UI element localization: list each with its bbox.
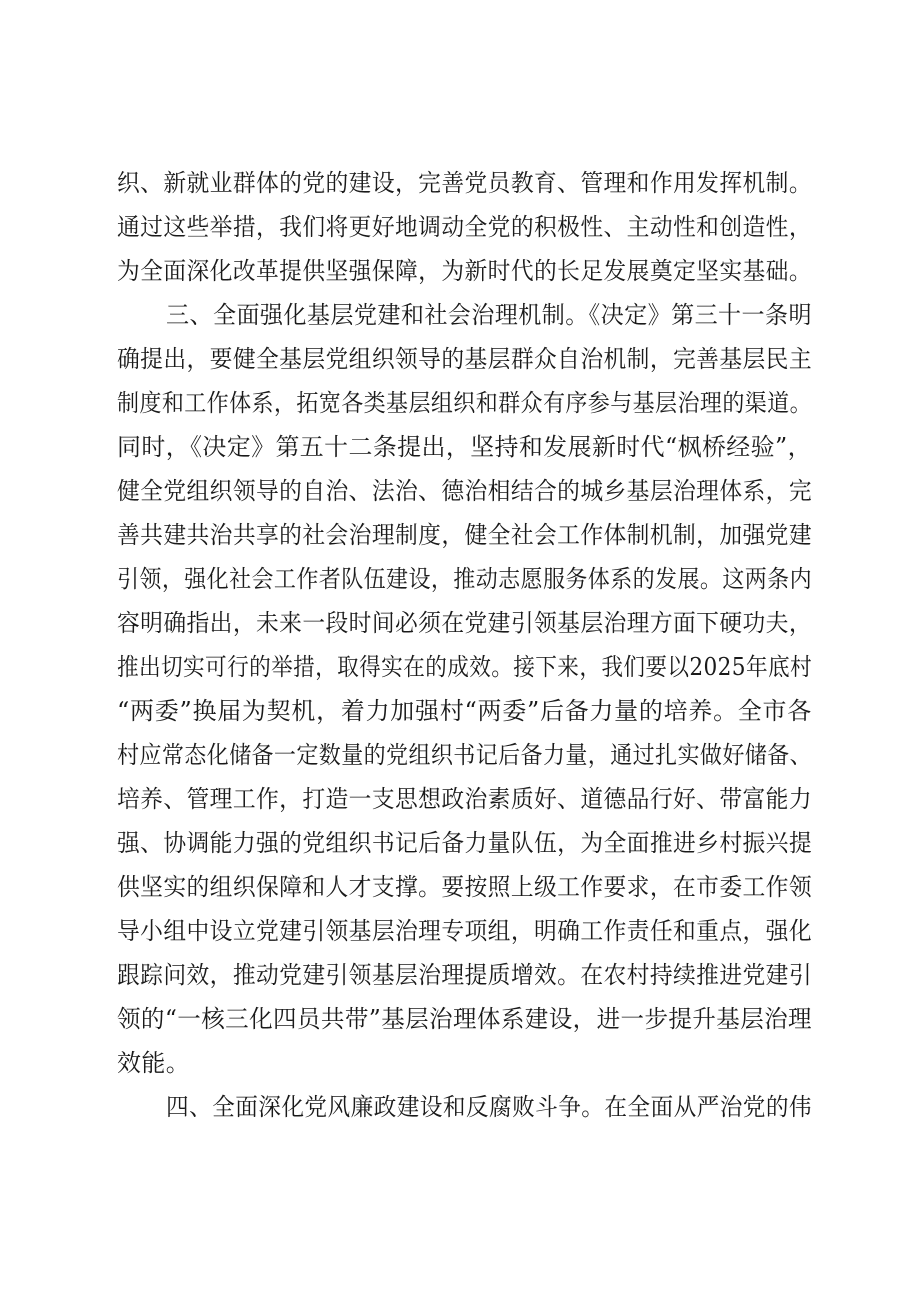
text-line-3: 为全面深化改革提供坚强保障，为新时代的长足发展奠定坚实基础。 bbox=[117, 257, 812, 285]
text-line-17: 供坚实的组织保障和人才支撑。要按照上级工作要求，在市委工作领 bbox=[117, 873, 812, 901]
text-line-6: 制度和工作体系，拓宽各类基层组织和群众有序参与基层治理的渠道。 bbox=[117, 389, 812, 417]
text-line-21: 效能。 bbox=[117, 1049, 191, 1077]
text-line-4: 三、全面强化基层党建和社会治理机制。《决定》第三十一条明 bbox=[166, 301, 812, 329]
text-line-19: 跟踪问效，推动党建引领基层治理提质增效。在农村持续推进党建引 bbox=[117, 961, 812, 989]
text-line-16: 强、协调能力强的党组织书记后备力量队伍，为全面推进乡村振兴提 bbox=[117, 829, 812, 857]
text-line-9: 善共建共治共享的社会治理制度，健全社会工作体制机制，加强党建 bbox=[117, 521, 812, 549]
text-line-14: 村应常态化储备一定数量的党组织书记后备力量，通过扎实做好储备、 bbox=[117, 741, 812, 769]
text-line-15: 培养、管理工作，打造一支思想政治素质好、道德品行好、带富能力 bbox=[117, 785, 812, 813]
text-line-1: 织、新就业群体的党的建设，完善党员教育、管理和作用发挥机制。 bbox=[117, 169, 812, 197]
text-line-7: 同时，《决定》第五十二条提出，坚持和发展新时代“枫桥经验”， bbox=[117, 433, 812, 461]
text-line-18: 导小组中设立党建引领基层治理专项组，明确工作责任和重点，强化 bbox=[117, 917, 812, 945]
text-line-11: 容明确指出，未来一段时间必须在党建引领基层治理方面下硬功夫， bbox=[117, 609, 812, 637]
text-line-5: 确提出，要健全基层党组织领导的基层群众自治机制，完善基层民主 bbox=[117, 345, 812, 373]
text-line-8: 健全党组织领导的自治、法治、德治相结合的城乡基层治理体系，完 bbox=[117, 477, 812, 505]
text-line-22: 四、全面深化党风廉政建设和反腐败斗争。在全面从严治党的伟 bbox=[166, 1093, 812, 1121]
text-line-13: “两委”换届为契机，着力加强村“两委”后备力量的培养。全市各 bbox=[117, 697, 812, 725]
text-line-12: 推出切实可行的举措，取得实在的成效。接下来，我们要以2025年底村 bbox=[117, 653, 812, 681]
text-line-2: 通过这些举措，我们将更好地调动全党的积极性、主动性和创造性， bbox=[117, 213, 812, 241]
text-line-20: 领的“一核三化四员共带”基层治理体系建设，进一步提升基层治理 bbox=[117, 1005, 812, 1033]
text-line-10: 引领，强化社会工作者队伍建设，推动志愿服务体系的发展。这两条内 bbox=[117, 565, 812, 593]
